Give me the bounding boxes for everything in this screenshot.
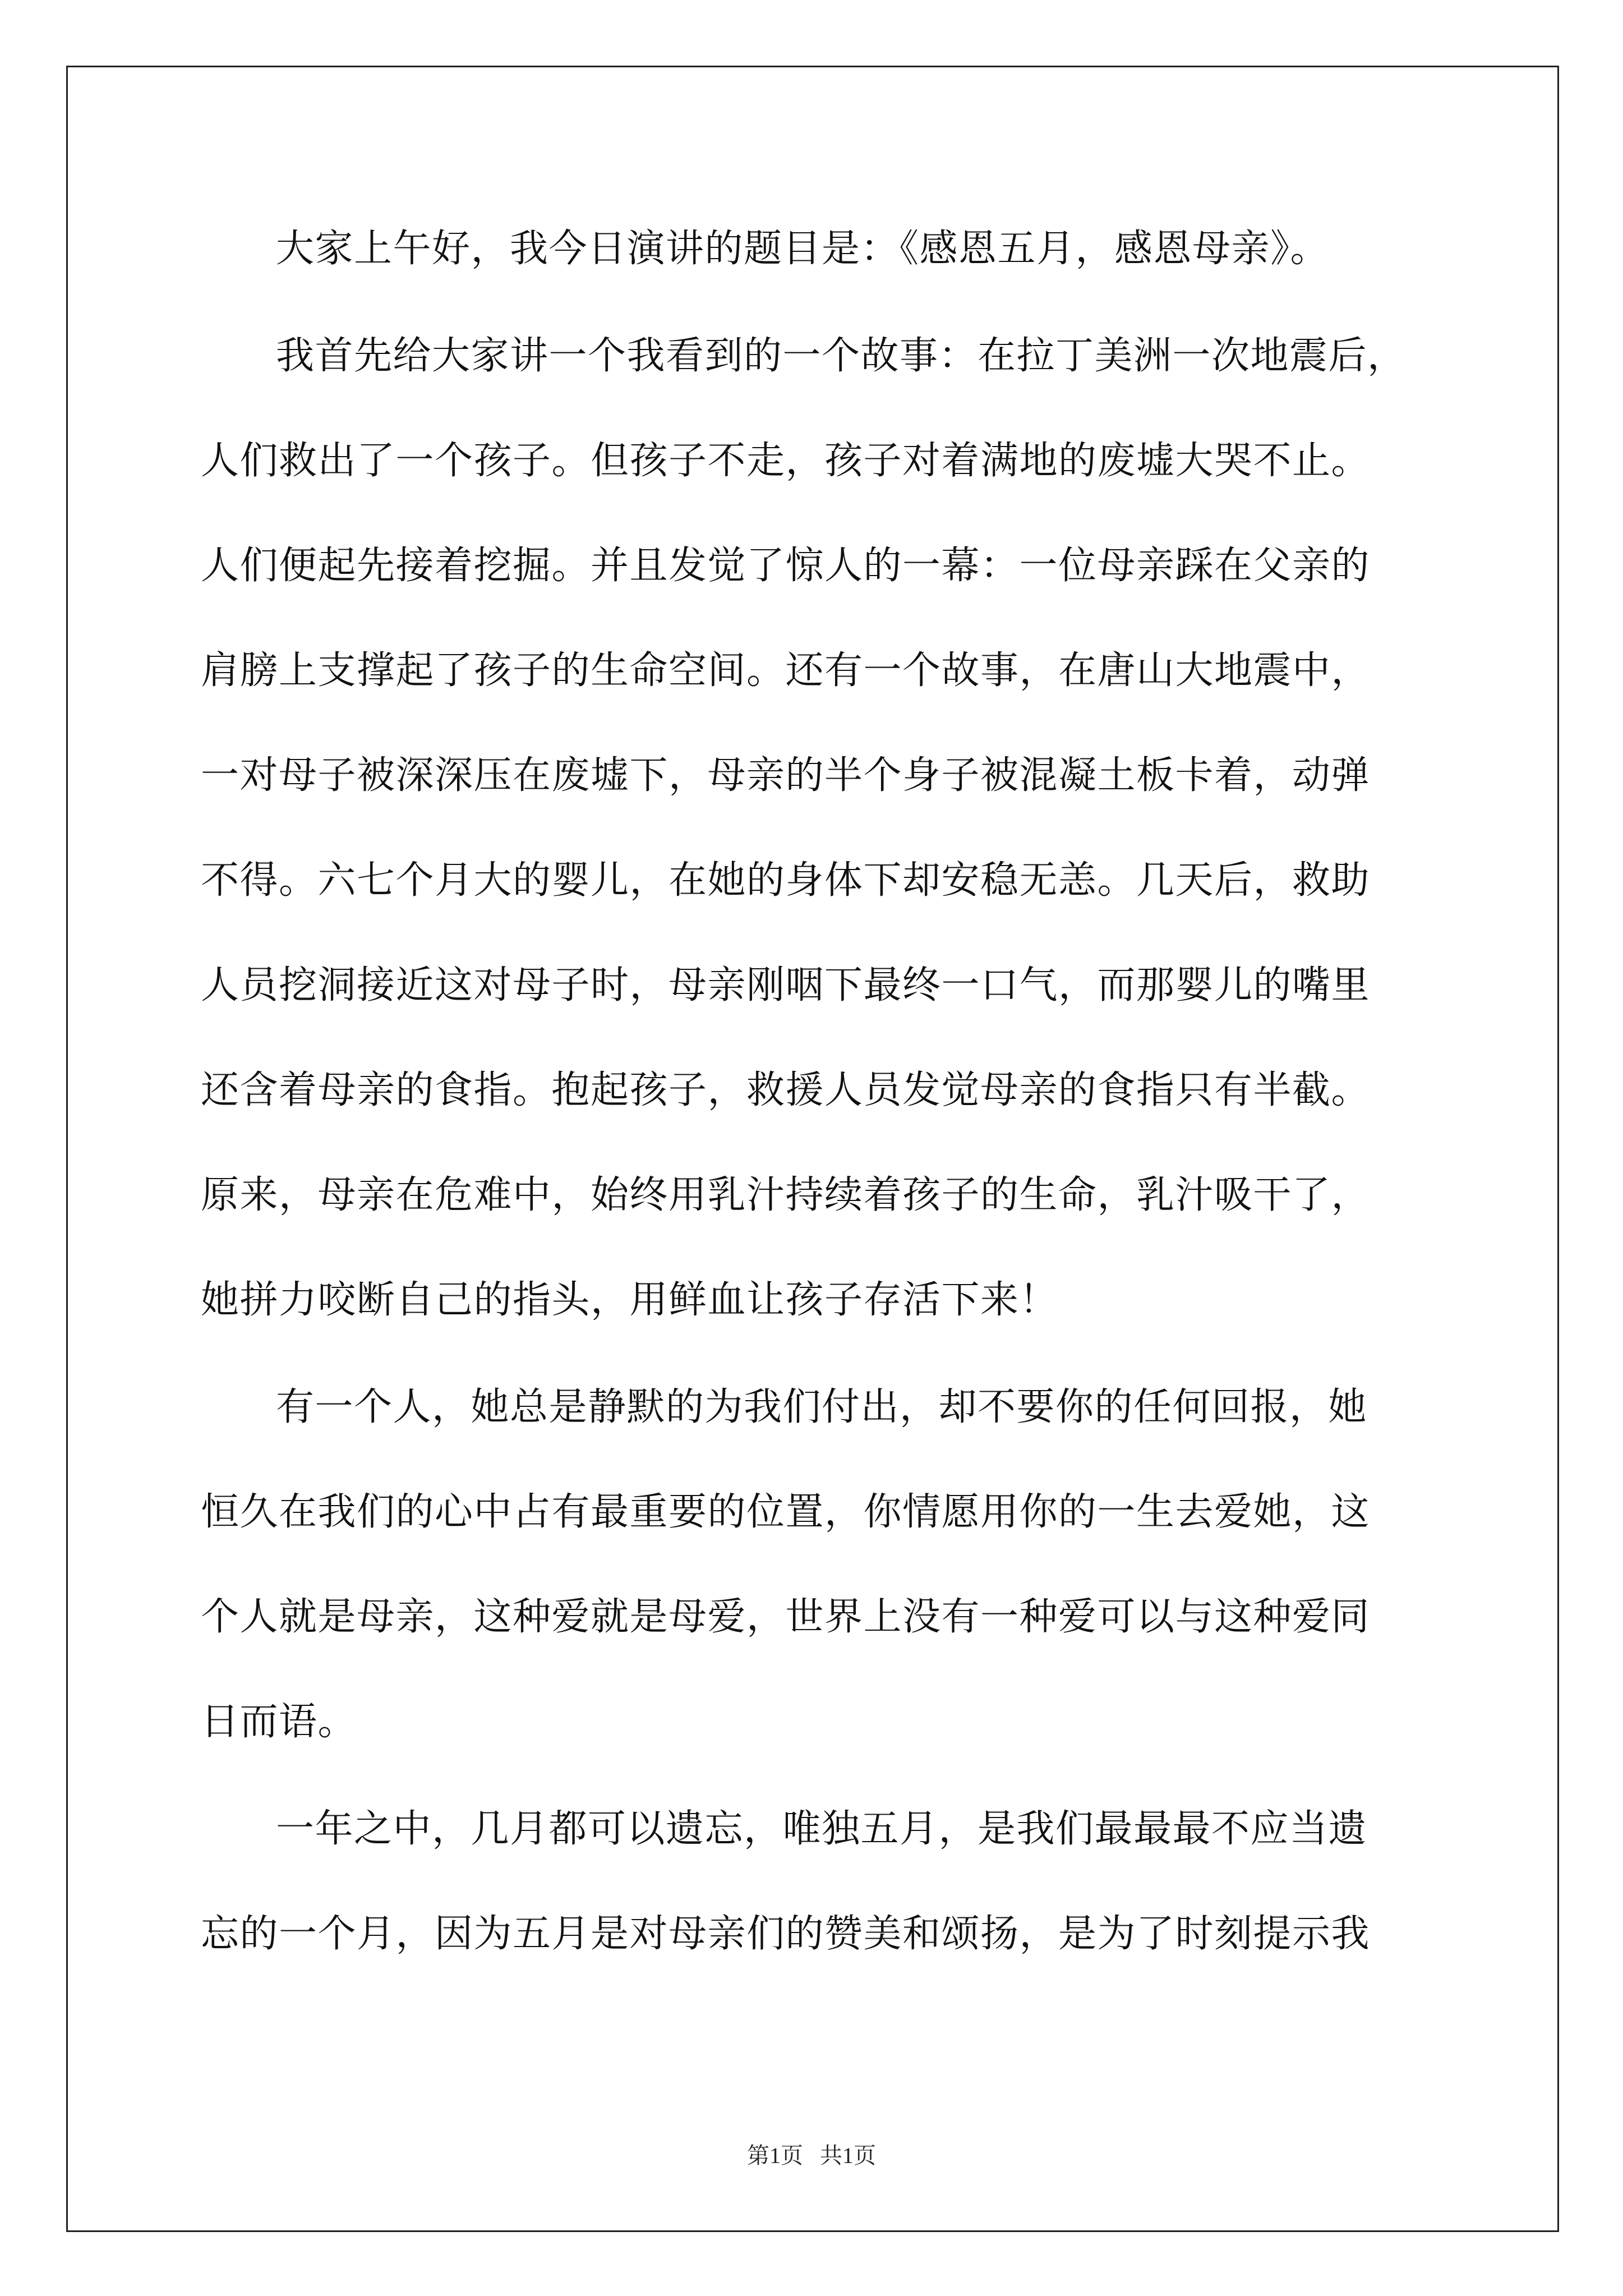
paragraph-line: 人们救出了一个孩子。但孩子不走，孩子对着满地的废墟大哭不止。 bbox=[201, 439, 1371, 483]
paragraph-line: 一年之中，几月都可以遗忘，唯独五月，是我们最最最不应当遗 bbox=[276, 1807, 1368, 1851]
paragraph-line: 原来，母亲在危难中，始终用乳汁持续着孩子的生命，乳汁吸干了， bbox=[201, 1173, 1371, 1217]
page-number-footer: 第1页 共1页 bbox=[747, 2143, 876, 2168]
paragraph-line: 一对母子被深深压在废墟下，母亲的半个身子被混凝土板卡着，动弹 bbox=[201, 753, 1371, 798]
paragraph-line: 大家上午好，我今日演讲的题目是：《感恩五月，感恩母亲》。 bbox=[276, 227, 1330, 271]
paragraph-line: 人员挖洞接近这对母子时，母亲刚咽下最终一口气，而那婴儿的嘴里 bbox=[201, 963, 1371, 1007]
paragraph-line: 有一个人，她总是静默的为我们付出，却不要你的任何回报，她 bbox=[276, 1385, 1368, 1429]
paragraph-line: 忘的一个月，因为五月是对母亲们的赞美和颂扬，是为了时刻提示我 bbox=[201, 1912, 1371, 1956]
paragraph-line: 我首先给大家讲一个我看到的一个故事：在拉丁美洲一次地震后， bbox=[276, 334, 1407, 378]
paragraph-line: 个人就是母亲，这种爱就是母爱，世界上没有一种爱可以与这种爱同 bbox=[201, 1595, 1371, 1639]
paragraph-line: 日而语。 bbox=[201, 1700, 357, 1744]
paragraph-line: 肩膀上支撑起了孩子的生命空间。还有一个故事，在唐山大地震中， bbox=[201, 648, 1371, 693]
paragraph-line: 不得。六七个月大的婴儿，在她的身体下却安稳无恙。几天后，救助 bbox=[201, 858, 1371, 903]
paragraph-line: 人们便起先接着挖掘。并且发觉了惊人的一幕：一位母亲踩在父亲的 bbox=[201, 544, 1371, 588]
paragraph-line: 她拼力咬断自己的指头，用鲜血让孩子存活下来！ bbox=[201, 1278, 1059, 1322]
page-border bbox=[66, 66, 1559, 2232]
paragraph-line: 还含着母亲的食指。抱起孩子，救援人员发觉母亲的食指只有半截。 bbox=[201, 1068, 1371, 1112]
paragraph-line: 恒久在我们的心中占有最重要的位置，你情愿用你的一生去爱她，这 bbox=[201, 1490, 1371, 1534]
